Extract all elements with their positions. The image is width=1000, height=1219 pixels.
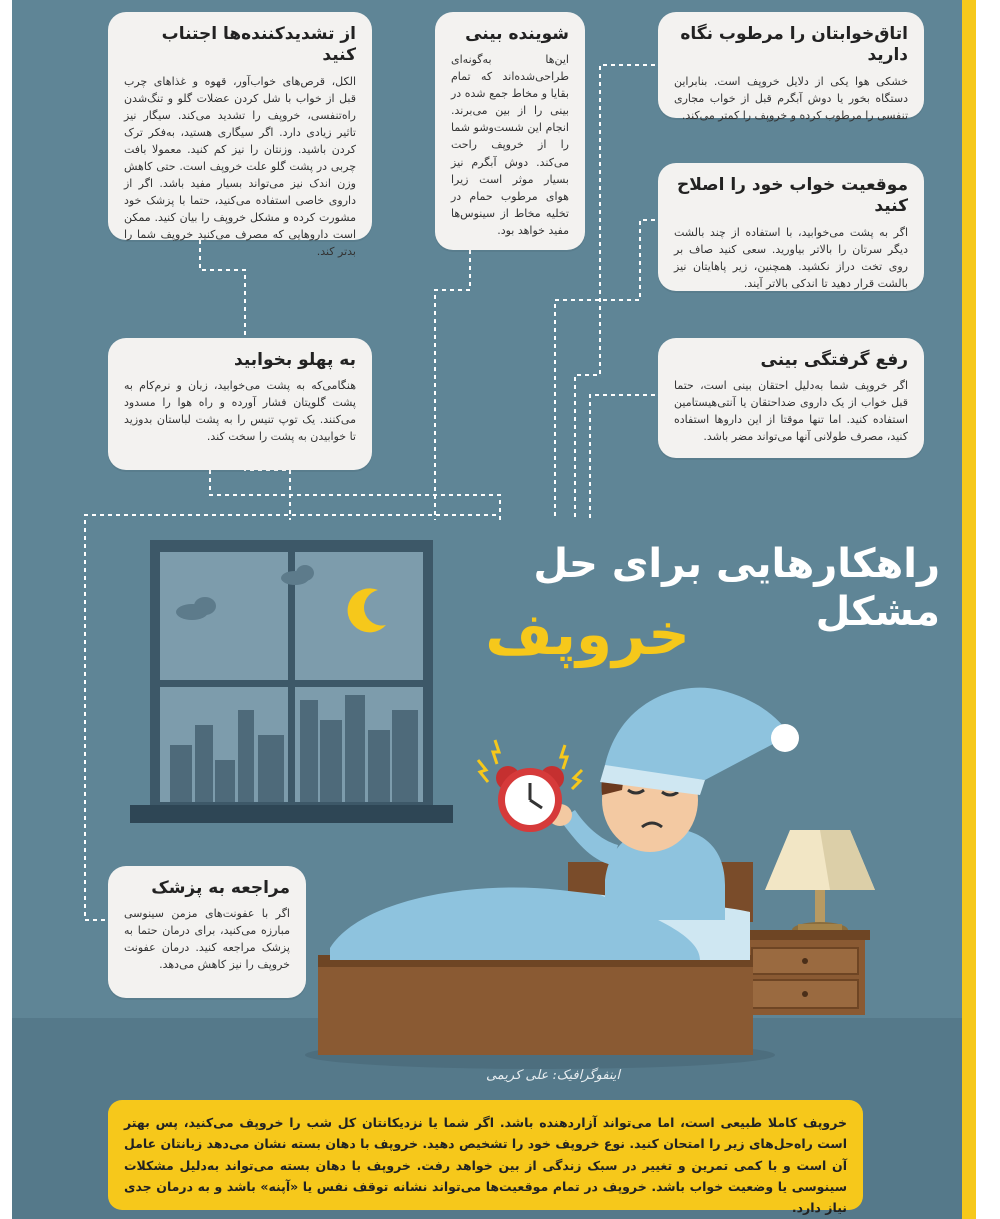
- card-see-doctor: [108, 866, 306, 998]
- card-avoid-aggravators: [108, 12, 372, 258]
- bed-frame: [318, 955, 753, 1055]
- connector-congestion: [590, 395, 655, 520]
- card-title: موقعیت خواب خود را اصلاح کنید: [676, 175, 908, 217]
- connector-humidity: [575, 65, 655, 520]
- window: [130, 540, 453, 823]
- lamp-icon: [765, 830, 875, 938]
- card-title: به پهلو بخوابید: [234, 350, 356, 370]
- connector-position: [555, 220, 655, 520]
- card-body: اگر به پشت می‌خوابید، با استفاده از چند بالشت دیگر سرتان را بالاتر بیاورید. سعی کنید صاف بر روی تخت دراز نکشید. همچنین، زیر پاهایتان نیز بالشت قرار دهید تا اندکی بالاتر آیند.: [674, 225, 908, 290]
- connector-wash: [435, 250, 470, 520]
- card-body: اگر خروپف شما به‌دلیل احتقان بینی است، حتما قبل خواب از یک داروی ضداحتقان یا آنتی‌هیستامین استفاده کنید. اما تنها موقتا از این داروها استفاده کنید، مصرف طولانی آنها می‌تواند مضر باشد.: [674, 379, 908, 444]
- card-body: هنگامی‌که به پشت می‌خوابید، زبان و نرم‌کام به پشت گلویتان فشار آورده و راه هوا را مسدود می‌کنند. یک توپ تنیس را به پشت لباستان بدوزید تا خوابیدن به پشت را سخت کند.: [124, 379, 356, 444]
- intro-paragraph: خروپف کاملا طبیعی است، اما می‌تواند آزاردهنده باشد. اگر شما یا نزدیکانتان کل شب را خروپف می‌کنید، پس بهتر است راه‌حل‌های زیر را امتحان کنید. نوع خروپف خود را تشخیص دهید. خروپف با دهان بسته نشان می‌دهد زبانتان عامل آن است و با کمی تمرین و تغییر در سبک زندگی از بین خواهد رفت. خروپف با دهان بسته می‌تواند به‌دلیل مشکلات سینوسی یا وضعیت خواب باشد. خروپف در تمام موقعیت‌ها می‌تواند نشانه توقف نفس یا «آپنه» باشد و به درمان جدی نیاز دارد.: [108, 1100, 863, 1210]
- nightcap-pompom: [771, 724, 799, 752]
- card-nasal-wash: [435, 12, 585, 250]
- main-title-highlight: خروپف: [485, 600, 690, 668]
- card-sleep-position: [658, 163, 924, 291]
- card-title: از تشدیدکننده‌ها اجتناب کنید: [161, 24, 356, 66]
- card-nasal-congestion: [658, 338, 924, 458]
- nightcap: [605, 688, 790, 780]
- card-body: اگر با عفونت‌های مزمن سینوسی مبارزه می‌کنید، برای درمان حتما به پزشک مراجعه کنید. درمان عفونت خروپف را نیز کاهش می‌دهد.: [124, 907, 290, 972]
- card-body: این‌ها به‌گونه‌ای طراحی‌شده‌اند که تمام بقایا و مخاط جمع شده در بینی را از بین می‌برند. انجام این شست‌وشو شما را از خروپف راحت می‌کند. دوش آبگرم نیز بسیار موثر است زیرا هوای مرطوب حمام در تخلیه مخاط از سینوس‌ها مفید خواهد بود.: [451, 53, 569, 237]
- window-sill: [130, 805, 453, 823]
- card-title: مراجعه به پزشک: [151, 878, 290, 898]
- card-title: شوینده بینی: [465, 24, 569, 44]
- card-body: الکل، قرص‌های خواب‌آور، قهوه و غذاهای چرب قبل از خواب با شل کردن عضلات گلو و تنگ‌شدن راه‌تنفسی، خروپف را تشدید می‌کند. سیگار نیز تاثیر زیادی دارد. اگر سیگاری هستید، به‌فکر ترک کردن باشید. وزنتان را نیز کم کنید. معمولا بافت چربی در پشت گلو علت خروپف است. حتی کاهش وزن اندک نیز می‌تواند بسیار مفید باشد. اگر از داروی خاصی استفاده می‌کنید، حتما با پزشک خود مشورت کرده و مشکل خروپف را بیان کنید. ممکن است داروهایی که مصرف می‌کنید خروپف شما را بدتر کند.: [124, 74, 356, 258]
- connector-side: [210, 470, 500, 520]
- card-side-sleep: [108, 338, 372, 470]
- author-credit: اینفوگرافیک: علی کریمی: [485, 1068, 620, 1083]
- nightstand: [740, 930, 870, 1015]
- card-bedroom-humidity: [658, 12, 924, 122]
- card-body: خشکی هوا یکی از دلایل خروپف است. بنابراین دستگاه بخور یا دوش آبگرم قبل از خواب مجاری تنفسی را مرطوب کرده و خروپف را کمتر می‌کند.: [674, 74, 908, 122]
- main-title: راهکارهایی برای حل مشکل: [533, 541, 940, 635]
- card-title: رفع گرفتگی بینی: [760, 350, 908, 370]
- card-title: اتاق‌خوابتان را مرطوب نگاه دارید: [680, 24, 908, 66]
